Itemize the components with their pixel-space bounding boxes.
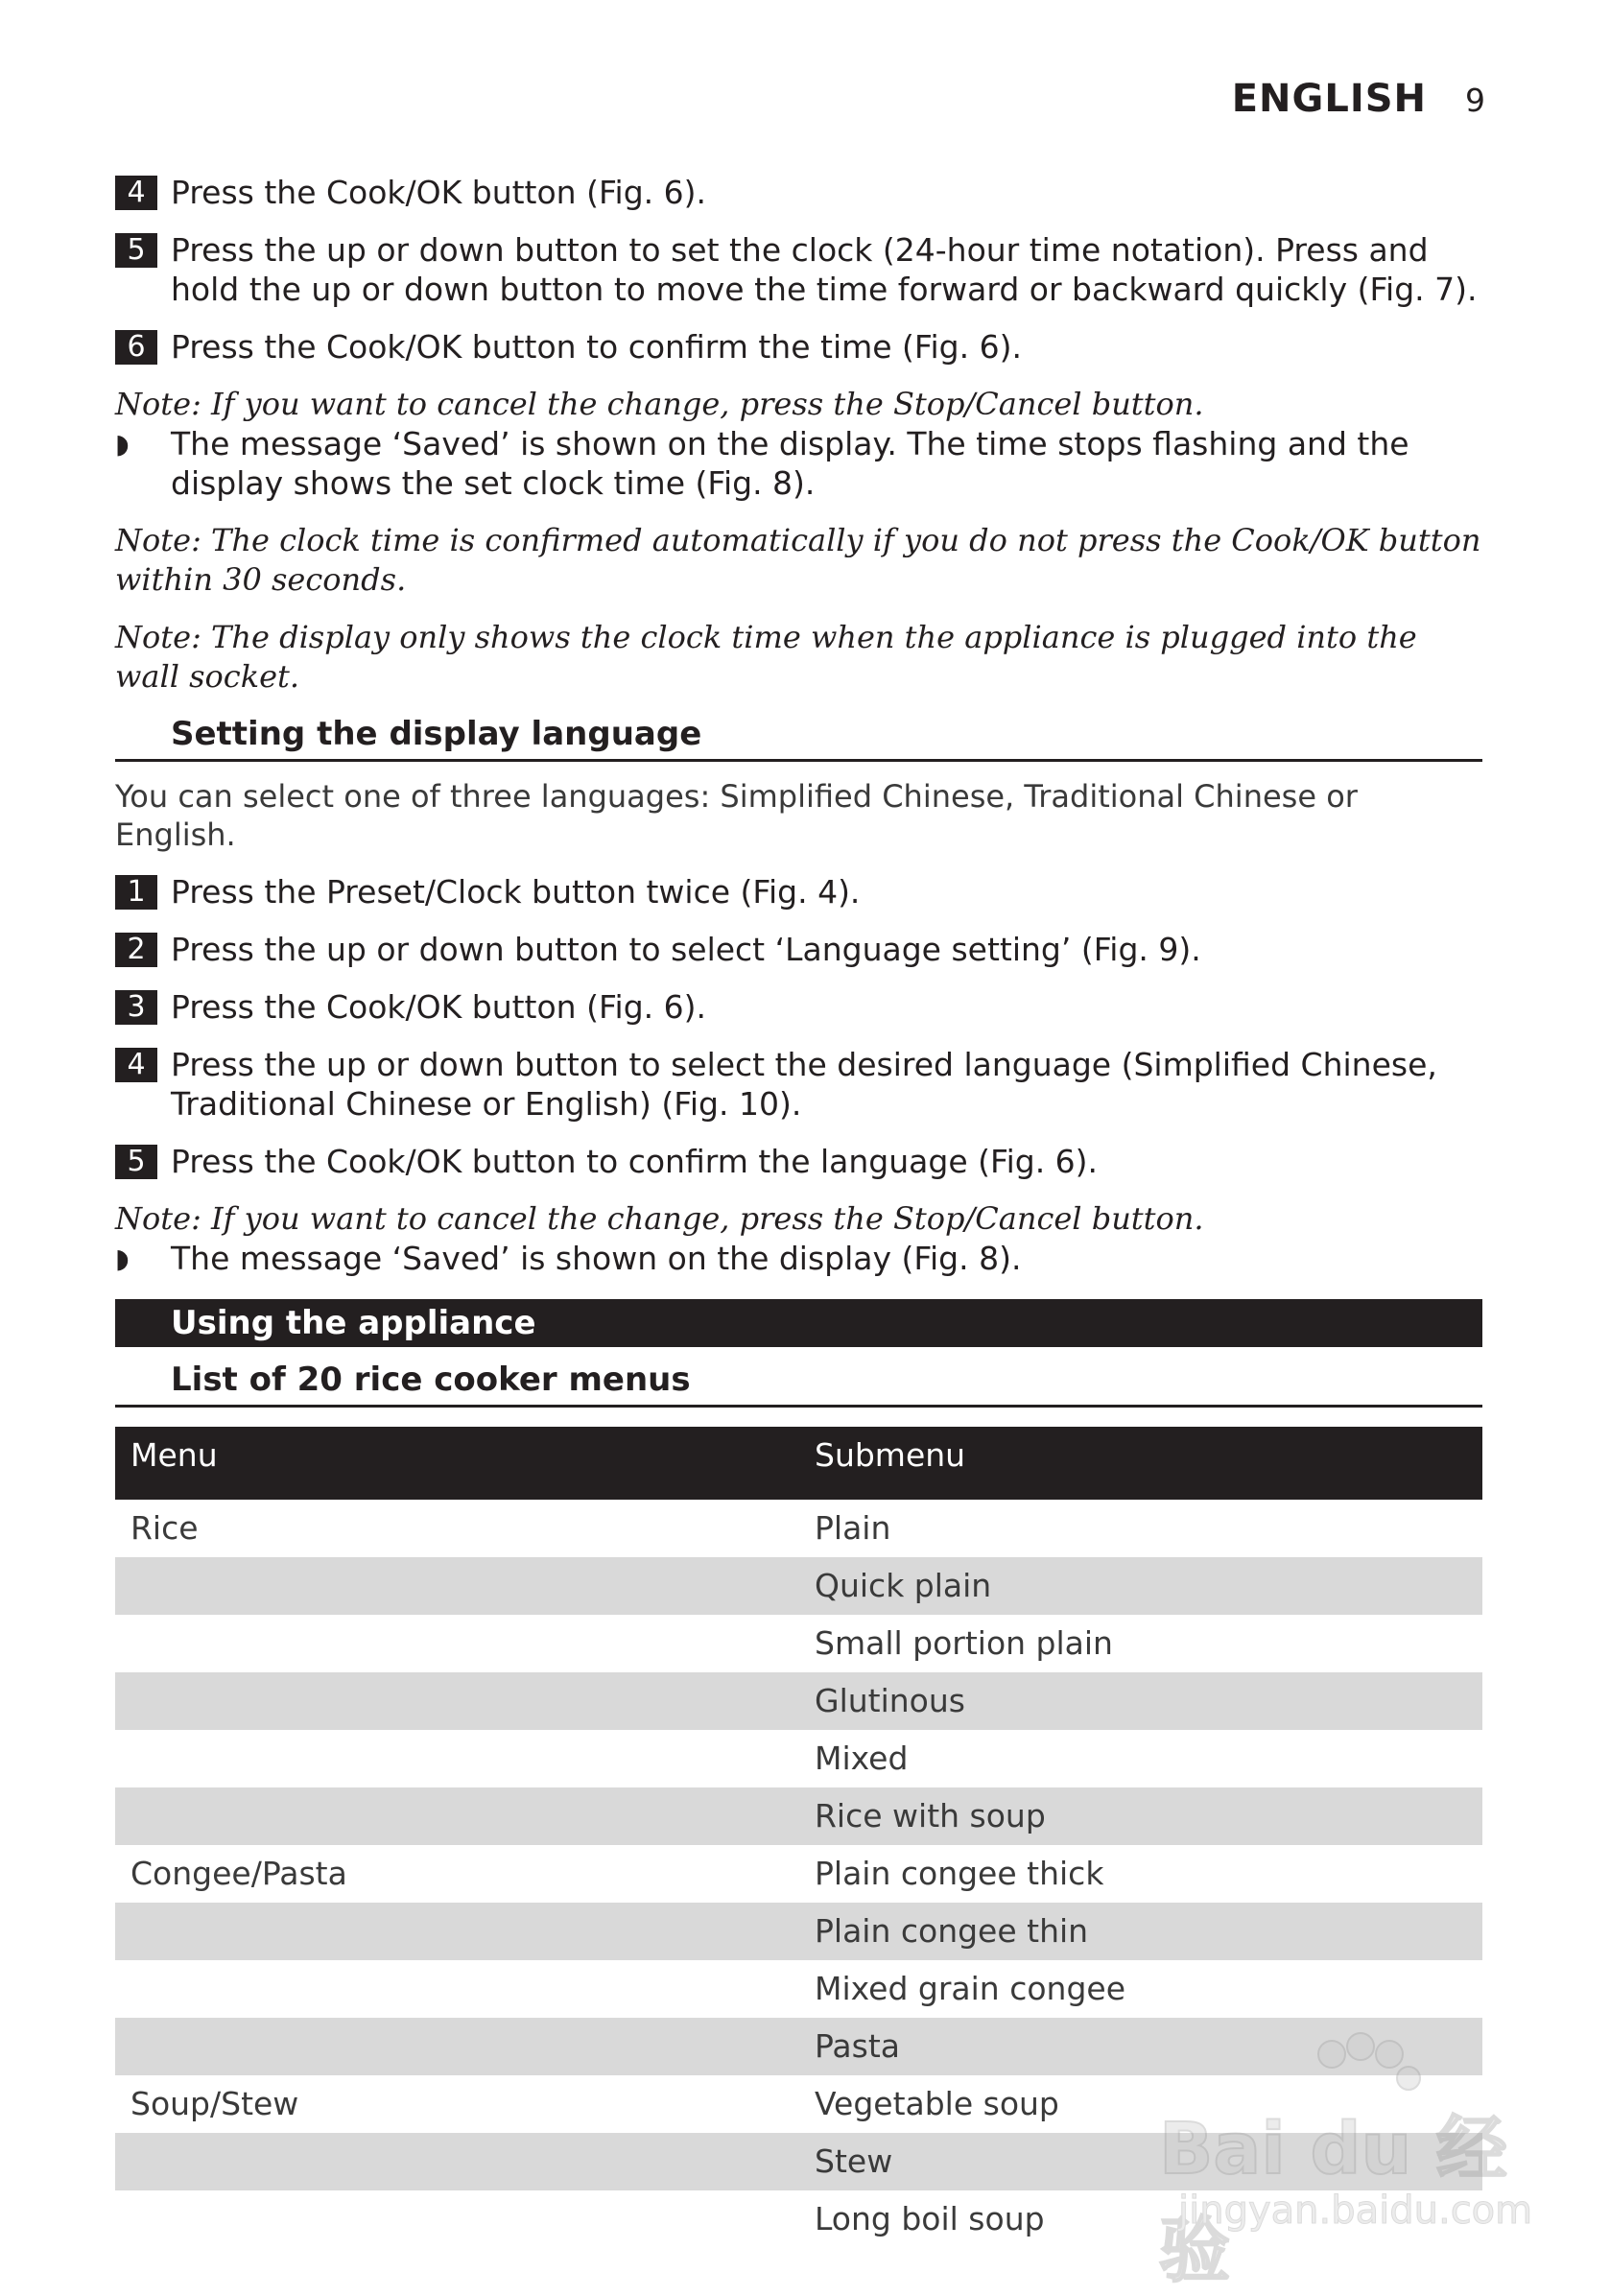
clock-step xyxy=(115,173,1482,212)
menu-cell xyxy=(115,1730,799,1787)
submenu-cell: Glutinous xyxy=(799,1672,1482,1730)
section-intro: You can select one of three languages: Simplified Chinese, Traditional Chinese or English. xyxy=(115,778,1358,853)
language-step xyxy=(115,930,1482,969)
table-row xyxy=(115,1787,1482,1845)
step-text: Press the up or down button to select ‘Language setting’ (Fig. 9). xyxy=(171,931,1201,968)
table-row xyxy=(115,1500,1482,1557)
menu-cell xyxy=(115,2190,799,2248)
language-label: ENGLISH xyxy=(1231,77,1427,121)
page-header xyxy=(1232,77,1485,121)
language-step xyxy=(115,987,1482,1027)
submenu-cell: Stew xyxy=(799,2133,1482,2190)
step-text: Press the Cook/OK button to confirm the language (Fig. 6). xyxy=(171,1143,1099,1180)
submenu-cell: Long boil soup xyxy=(815,2200,1045,2237)
step-number: 2 xyxy=(115,933,157,967)
section-heading: List of 20 rice cooker menus xyxy=(115,1361,1482,1408)
menu-cell xyxy=(115,1787,799,1845)
step-text: Press the Preset/Clock button twice (Fig. 4). xyxy=(171,873,861,911)
step-text: Press the Cook/OK button (Fig. 6). xyxy=(171,988,706,1026)
menu-cell xyxy=(115,1903,799,1960)
table-row xyxy=(115,1672,1482,1730)
step-number: 4 xyxy=(115,1048,157,1082)
watermark-url: jingyan.baidu.com xyxy=(1178,2189,1533,2233)
step-text: Press the up or down button to set the clock (24-hour time notation). Press and hold the up or down button to move the time forward or backward quickly (Fig. 7). xyxy=(171,231,1478,308)
clock-step xyxy=(115,230,1482,309)
submenu-cell: Pasta xyxy=(799,2018,1482,2075)
table-row xyxy=(115,1903,1482,1960)
step-number: 3 xyxy=(115,990,157,1025)
baidu-watermark xyxy=(1149,2025,1552,2292)
step-text: Press the up or down button to select the desired language (Simplified Chinese, Traditional Chinese or English) (Fig. 10). xyxy=(171,1046,1437,1123)
step-text: Press the Cook/OK button to confirm the time (Fig. 6). xyxy=(171,328,1022,366)
menu-cell xyxy=(115,2018,799,2075)
submenu-cell: Plain congee thick xyxy=(815,1855,1104,1892)
language-step xyxy=(115,872,1482,911)
menu-cell: Rice xyxy=(130,1509,199,1547)
submenu-cell: Plain xyxy=(815,1509,891,1547)
menu-cell: Soup/Stew xyxy=(130,2085,299,2122)
step-number: 5 xyxy=(115,233,157,268)
submenu-cell: Mixed xyxy=(815,1740,909,1777)
note-cancel: Note: If you want to cancel the change, press the Stop/Cancel button. xyxy=(115,1200,1204,1237)
table-row xyxy=(115,1557,1482,1615)
menu-cell: Congee/Pasta xyxy=(130,1855,347,1892)
result-text: The message ‘Saved’ is shown on the display (Fig. 8). xyxy=(171,1240,1022,1277)
table-row xyxy=(115,1615,1482,1672)
table-row xyxy=(115,1845,1482,1903)
submenu-cell: Vegetable soup xyxy=(815,2085,1059,2122)
page-number: 9 xyxy=(1465,82,1485,119)
language-step xyxy=(115,1045,1482,1124)
submenu-cell: Quick plain xyxy=(799,1557,1482,1615)
result-line xyxy=(115,424,1482,503)
menu-cell xyxy=(115,1672,799,1730)
result-arrow-icon: ◗ xyxy=(115,428,130,460)
menu-cell xyxy=(115,1557,799,1615)
step-number: 1 xyxy=(115,875,157,910)
section-title-bar: Using the appliance xyxy=(115,1299,1482,1347)
result-arrow-icon: ◗ xyxy=(115,1243,130,1274)
submenu-cell: Rice with soup xyxy=(799,1787,1482,1845)
step-number: 6 xyxy=(115,330,157,365)
section-heading: Setting the display language xyxy=(115,715,1482,762)
watermark-brand: Bai du 经验 xyxy=(1159,2108,1507,2292)
clock-step xyxy=(115,327,1482,367)
table-row xyxy=(115,1730,1482,1787)
column-header-submenu: Submenu xyxy=(799,1427,1482,1500)
menu-cell xyxy=(115,1615,799,1672)
submenu-cell: Plain congee thin xyxy=(799,1903,1482,1960)
result-text: The message ‘Saved’ is shown on the display. The time stops flashing and the display shows the set clock time (Fig. 8). xyxy=(171,425,1409,502)
table-header-row xyxy=(115,1427,1482,1500)
note-auto-confirm: Note: The clock time is confirmed automatically if you do not press the Cook/OK button within 30 seconds. xyxy=(115,522,1481,598)
result-line xyxy=(115,1239,1482,1278)
menu-cell xyxy=(115,2133,799,2190)
table-row xyxy=(115,1960,1482,2018)
note-cancel: Note: If you want to cancel the change, press the Stop/Cancel button. xyxy=(115,386,1204,422)
step-number: 5 xyxy=(115,1145,157,1179)
language-step xyxy=(115,1142,1482,1181)
submenu-cell: Small portion plain xyxy=(815,1624,1113,1662)
step-number: 4 xyxy=(115,176,157,210)
page-content xyxy=(115,173,1482,2248)
column-header-menu: Menu xyxy=(115,1427,799,1500)
step-text: Press the Cook/OK button (Fig. 6). xyxy=(171,174,706,211)
submenu-cell: Mixed grain congee xyxy=(815,1970,1126,2007)
menu-cell xyxy=(115,1960,799,2018)
note-display: Note: The display only shows the clock time when the appliance is plugged into the wall socket. xyxy=(115,619,1417,695)
